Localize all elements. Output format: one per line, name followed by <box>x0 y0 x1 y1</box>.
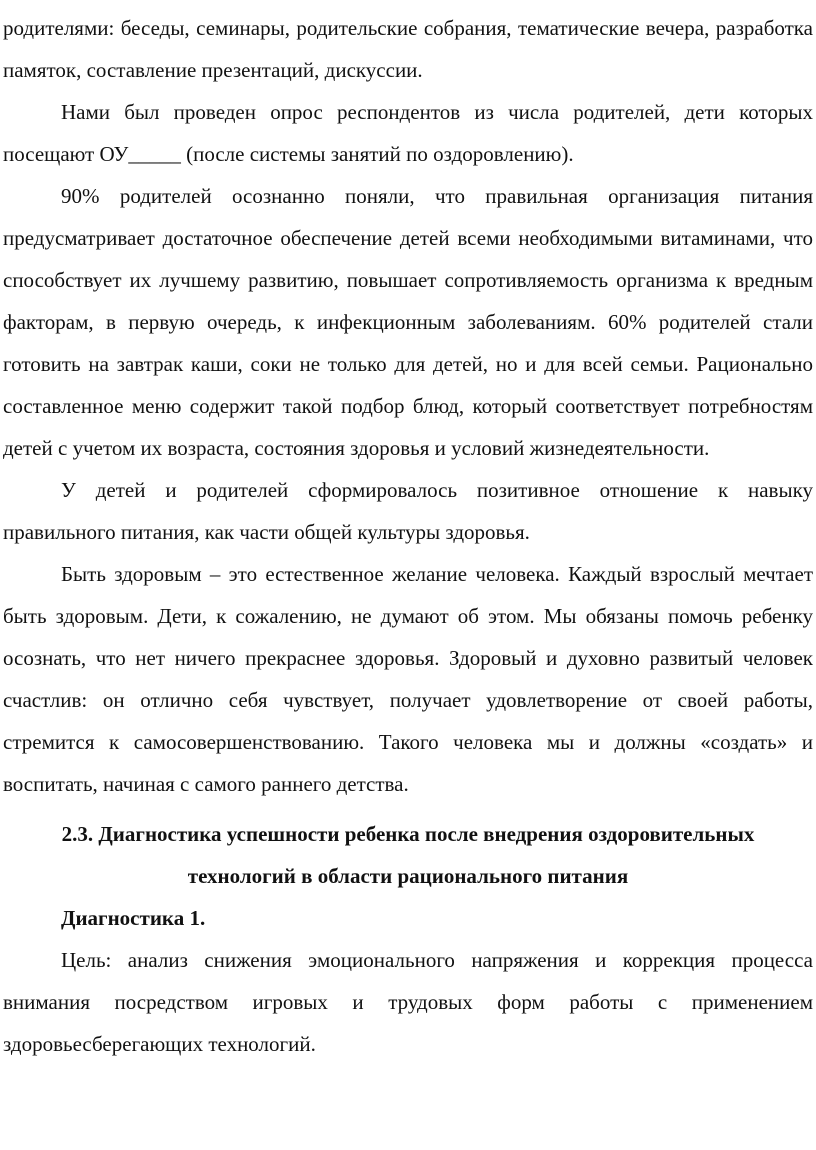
paragraph-survey: Нами был проведен опрос респондентов из числа родителей, дети которых посещают ОУ_____ (после системы занятий по оздоровлению). <box>3 100 813 166</box>
paragraph-goal: Цель: анализ снижения эмоционального напряжения и коррекция процесса внимания посредством игровых и трудовых форм работы с применением здоровьесберегающих технологий. <box>3 948 813 1056</box>
section-heading: 2.3. Диагностика успешности ребенка после внедрения оздоровительных технологий в области рационального питания <box>61 822 755 888</box>
document-page <box>3 0 813 1065</box>
paragraph-continuation: родителями: беседы, семинары, родительские собрания, тематические вечера, разработка памяток, составление презентаций, дискуссии. <box>3 16 813 82</box>
subsection-heading: Диагностика 1. <box>61 906 206 930</box>
paragraph-attitude: У детей и родителей сформировалось позитивное отношение к навыку правильного питания, как части общей культуры здоровья. <box>3 478 813 544</box>
paragraph-health: Быть здоровым – это естественное желание человека. Каждый взрослый мечтает быть здоровым. Дети, к сожалению, не думают об этом. Мы обязаны помочь ребенку осознать, что нет ничего прекраснее здоровья. Здоровый и духовно развитый человек счастлив: он отлично себя чувствует, получает удовлетворение от своей работы, стремится к самосовершенствованию. Такого человека мы и должны «создать» и воспитать, начиная с самого раннего детства. <box>3 562 813 796</box>
paragraph-results: 90% родителей осознанно поняли, что правильная организация питания предусматривает достаточное обеспечение детей всеми необходимыми витаминами, что способствует их лучшему развитию, повышает сопротивляемость организма к вредным факторам, в первую очередь, к инфекционным заболеваниям. 60% родителей стали готовить на завтрак каши, соки не только для детей, но и для всей семьи. Рационально составленное меню содержит такой подбор блюд, который соответствует потребностям детей с учетом их возраста, состояния здоровья и условий жизнедеятельности. <box>3 184 813 460</box>
